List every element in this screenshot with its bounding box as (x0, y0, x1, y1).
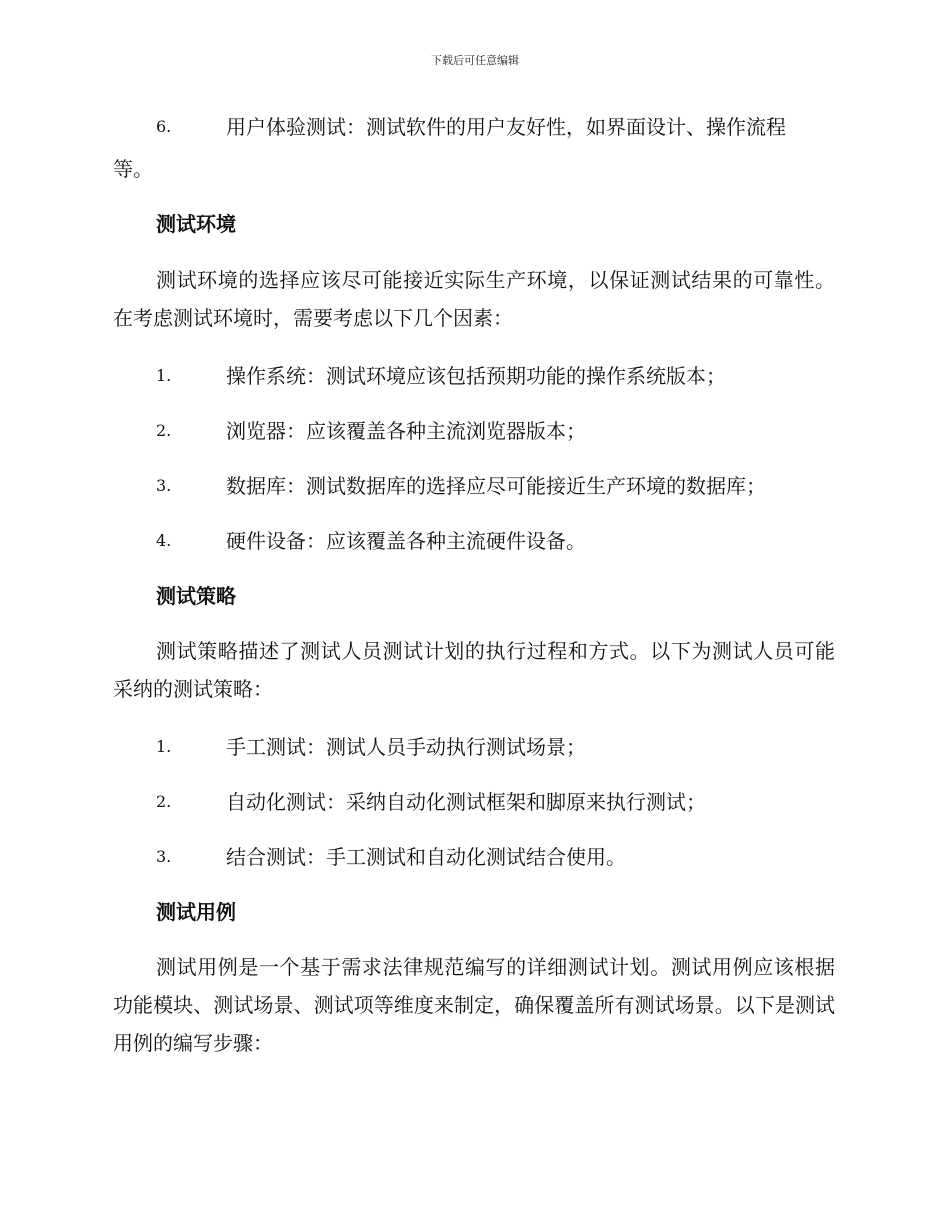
list-item (113, 467, 835, 505)
list-item-text: 浏览器：应该覆盖各种主流浏览器版本； (226, 419, 586, 443)
list-item-text: 手工测试：测试人员手动执行测试场景； (226, 735, 586, 759)
section-heading-test-cases: 测试用例 (156, 900, 236, 924)
section-heading-strategy: 测试策略 (156, 584, 236, 608)
list-item (113, 357, 835, 395)
list-item-text: 结合测试：手工测试和自动化测试结合使用。 (226, 845, 626, 869)
list-item-text: 操作系统：测试环境应该包括预期功能的操作系统版本； (226, 364, 726, 388)
section-heading-environment: 测试环境 (156, 212, 236, 236)
list-item (113, 522, 835, 560)
list-item-number: 3. (156, 847, 172, 866)
list-item (113, 412, 835, 450)
section-paragraph-test-cases: 测试用例是一个基于需求法律规范编写的详细测试计划。测试用例应该根据功能模块、测试场景、测试项等维度来制定，确保覆盖所有测试场景。以下是测试用例的编写步骤： (113, 955, 835, 1055)
list-item-continuation: 等。 (113, 157, 153, 181)
list-item-number: 4. (156, 531, 172, 550)
page-header: 下载后可任意编辑 (431, 54, 519, 67)
list-item-text: 自动化测试：采纳自动化测试框架和脚原来执行测试； (226, 790, 706, 814)
list-item-text: 硬件设备：应该覆盖各种主流硬件设备。 (226, 529, 586, 553)
list-item-number: 2. (156, 792, 172, 811)
list-item-number: 1. (156, 737, 172, 756)
section-paragraph-strategy: 测试策略描述了测试人员测试计划的执行过程和方式。以下为测试人员可能采纳的测试策略： (113, 639, 835, 701)
list-item-number: 6. (156, 117, 172, 136)
list-item-text: 用户体验测试：测试软件的用户友好性，如界面设计、操作流程 (226, 115, 786, 139)
list-item (113, 838, 835, 876)
list-item (113, 108, 835, 146)
list-item (113, 728, 835, 766)
list-item-number: 3. (156, 476, 172, 495)
list-item-text: 数据库：测试数据库的选择应尽可能接近生产环境的数据库； (226, 474, 766, 498)
list-item (113, 783, 835, 821)
section-paragraph-environment: 测试环境的选择应该尽可能接近实际生产环境，以保证测试结果的可靠性。在考虑测试环境时，需要考虑以下几个因素： (113, 268, 835, 330)
list-item-number: 1. (156, 366, 172, 385)
list-item-number: 2. (156, 421, 172, 440)
